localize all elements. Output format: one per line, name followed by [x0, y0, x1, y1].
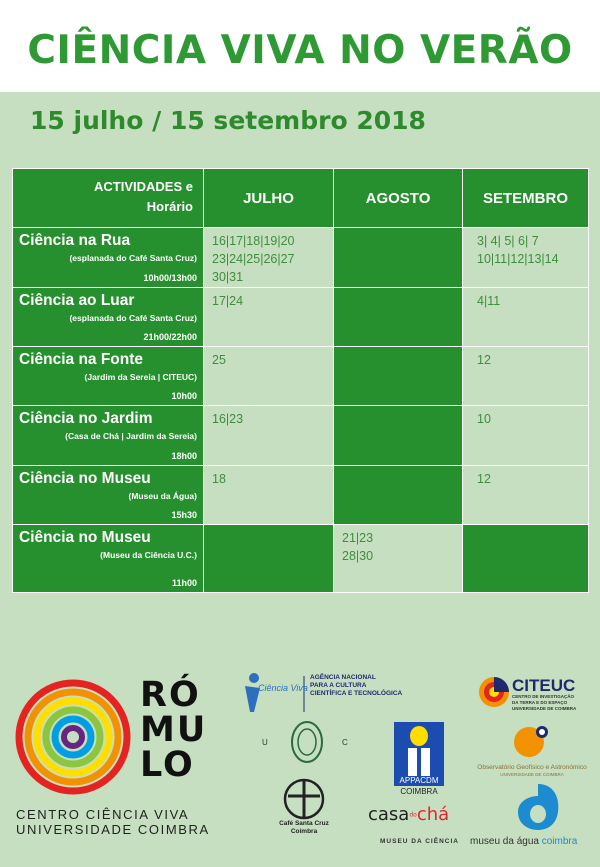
- partner-logos: [0, 660, 600, 867]
- date-line: 3| 4| 5| 6| 7: [477, 234, 539, 248]
- date-line: 16|23: [212, 412, 244, 426]
- ccv-name: CENTRO CIÊNCIA VIVA: [16, 807, 190, 822]
- ciencia-viva-name: Ciência Viva: [258, 683, 308, 693]
- header-julho: JULHO: [204, 169, 334, 228]
- dates-agosto: [334, 406, 463, 466]
- schedule-row: [13, 347, 589, 406]
- activity-time: 15h30: [171, 510, 197, 520]
- header-setembro: SETEMBRO: [463, 169, 589, 228]
- date-line: 12: [477, 472, 491, 486]
- activity-cell: [13, 466, 204, 525]
- activity-location: (esplanada do Café Santa Cruz): [69, 313, 197, 323]
- schedule-table: [12, 168, 589, 593]
- activity-location: (esplanada do Café Santa Cruz): [69, 253, 197, 263]
- schedule-row: [13, 288, 589, 347]
- activity-time: 11h00: [171, 578, 197, 588]
- activity-name: Ciência no Museu: [19, 529, 151, 546]
- activity-name: Ciência ao Luar: [19, 292, 135, 309]
- water-drop-icon: [514, 782, 562, 832]
- activity-name: Ciência na Fonte: [19, 351, 144, 368]
- appacdm-city: COIMBRA: [400, 787, 438, 796]
- museu-agua-logo: museu da água coimbra: [470, 836, 578, 847]
- citeuc-earth-icon: [478, 676, 510, 708]
- date-line: 21|23: [342, 531, 374, 545]
- activity-time: 18h00: [171, 451, 197, 461]
- dates-julho: [204, 525, 334, 593]
- date-line: 25: [212, 353, 226, 367]
- activity-cell: [13, 525, 204, 593]
- citeuc-name: CITEUC: [512, 676, 576, 695]
- observatorio-name: Observatório Geofísico e Astronómico UNIVERSIDADE DE COIMBRA: [477, 764, 587, 777]
- dates-julho: [204, 288, 334, 347]
- activity-location: (Museu da Água): [128, 491, 197, 501]
- dates-setembro: [463, 228, 589, 288]
- page-title: CIÊNCIA VIVA NO VERÃO: [27, 28, 573, 73]
- activity-time: 10h00/13h00: [143, 273, 197, 283]
- date-line: 23|24|25|26|27: [212, 252, 295, 266]
- date-line: 28|30: [342, 549, 374, 563]
- dates-agosto: [334, 347, 463, 406]
- appacdm-logo: [394, 722, 444, 776]
- candles-icon: [394, 722, 444, 776]
- date-line: 10|11|12|13|14: [477, 252, 559, 266]
- appacdm-name: APPACDM: [394, 776, 444, 786]
- romulo-wordmark: RÓ MU LO: [140, 675, 208, 785]
- dates-julho: [204, 347, 334, 406]
- observatorio-sun-icon: [512, 720, 552, 760]
- activity-name: Ciência no Jardim: [19, 410, 153, 427]
- dates-setembro: [463, 347, 589, 406]
- cafe-santa-cruz-cross-icon: [276, 778, 332, 820]
- date-line: 12: [477, 353, 491, 367]
- uc-seal: U C: [262, 720, 352, 764]
- activity-name: Ciência na Rua: [19, 232, 131, 249]
- dates-setembro: [463, 406, 589, 466]
- activity-cell: [13, 228, 204, 288]
- dates-agosto: [334, 228, 463, 288]
- date-line: 17|24: [212, 294, 244, 308]
- activity-cell: [13, 406, 204, 466]
- uc-seal-icon: [290, 720, 324, 764]
- casa-do-cha-logo: casadochá: [368, 804, 450, 825]
- date-line: 10: [477, 412, 491, 426]
- dates-agosto: [334, 466, 463, 525]
- romulo-rainbow-logo: [14, 678, 132, 796]
- citeuc-description: CENTRO DE INVESTIGAÇÃO DA TERRA E DO ESPAÇO UNIVERSIDADE DE COIMBRA: [512, 694, 577, 711]
- dates-julho: [204, 406, 334, 466]
- cafe-santa-cruz-name: Café Santa Cruz Coimbra: [279, 820, 329, 835]
- activity-time: 10h00: [171, 391, 197, 401]
- header-agosto: AGOSTO: [334, 169, 463, 228]
- dates-agosto: [334, 525, 463, 593]
- header-activities: ACTIVIDADES e Horário: [13, 169, 204, 228]
- ciencia-viva-agency: AGÊNCIA NACIONAL PARA A CULTURA CIENTÍFICA E TECNOLÓGICA: [310, 674, 403, 697]
- schedule-row: [13, 466, 589, 525]
- activity-location: (Casa de Chá | Jardim da Sereia): [65, 431, 197, 441]
- date-line: 18: [212, 472, 226, 486]
- date-line: 4|11: [477, 294, 501, 308]
- ccv-university: UNIVERSIDADE COIMBRA: [16, 822, 210, 837]
- event-dates: 15 julho / 15 setembro 2018: [30, 106, 426, 135]
- activity-time: 21h00/22h00: [143, 332, 197, 342]
- schedule-row: [13, 406, 589, 466]
- activity-name: Ciência no Museu: [19, 470, 151, 487]
- date-line: 30|31: [212, 270, 244, 284]
- dates-julho: [204, 228, 334, 288]
- museu-ciencia-logo: MUSEU DA CIÊNCIA: [380, 838, 459, 845]
- activity-location: (Jardim da Sereia | CITEUC): [84, 372, 197, 382]
- dates-setembro: [463, 288, 589, 347]
- schedule-row: [13, 228, 589, 288]
- dates-julho: [204, 466, 334, 525]
- activity-cell: [13, 347, 204, 406]
- dates-setembro: [463, 525, 589, 593]
- activity-cell: [13, 288, 204, 347]
- activity-location: (Museu da Ciência U.C.): [100, 550, 197, 560]
- date-line: 16|17|18|19|20: [212, 234, 295, 248]
- schedule-row: [13, 525, 589, 593]
- dates-setembro: [463, 466, 589, 525]
- dates-agosto: [334, 288, 463, 347]
